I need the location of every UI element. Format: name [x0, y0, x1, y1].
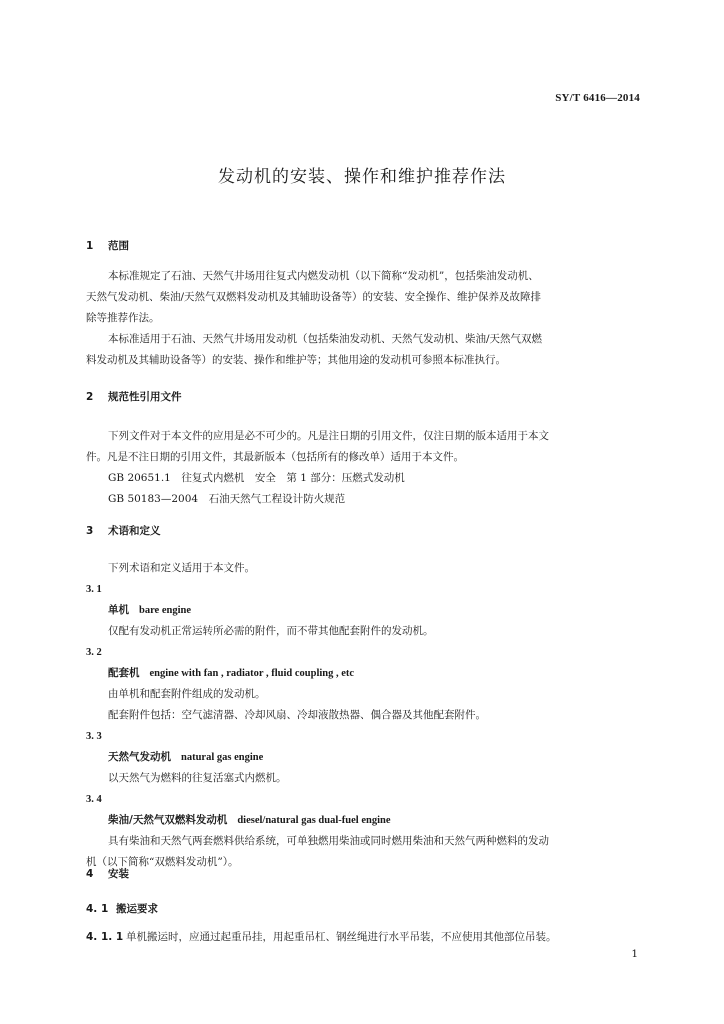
text-line: 下列文件对于本文件的应用是必不可少的。凡是注日期的引用文件，仅注日期的版本适用于本文 — [108, 430, 549, 442]
term-name-cn: 柴油/天然气双燃料发动机 — [108, 814, 228, 826]
document-title: 发动机的安装、操作和维护推荐作法 — [218, 167, 506, 187]
text-line: 件。凡是不注日期的引用文件，其最新版本（包括所有的修改单）适用于本文件。 — [86, 451, 464, 463]
term-definition: 仅配有发动机正常运转所必需的附件，而不带其他配套附件的发动机。 — [108, 625, 434, 637]
term-definition: 具有柴油和天然气两套燃料供给系统，可单独燃用柴油或同时燃用柴油和天然气两种燃料的发动 — [108, 835, 549, 847]
term-number: 3. 4 — [86, 794, 102, 805]
standard-code: SY/T 6416—2014 — [555, 92, 640, 104]
section-title: 术语和定义 — [108, 525, 161, 537]
clause-number: 4. 1. 1 — [86, 931, 124, 943]
section-1-paragraph-2 — [86, 329, 656, 371]
clause-text: 单机搬运时，应通过起重吊挂，用起重吊杠、钢丝绳进行水平吊装，不应使用其他部位吊装。 — [126, 931, 557, 943]
section-title: 安装 — [108, 868, 129, 880]
term-name — [86, 663, 656, 684]
term-name-en: bare engine — [139, 605, 192, 616]
section-1-paragraph-1 — [86, 266, 656, 329]
section-number: 4 — [86, 868, 94, 880]
text-line: 天然气发动机、柴油/天然气双燃料发动机及其辅助设备等）的安装、安全操作、维护保养及故障排 — [86, 291, 542, 303]
term-3-4 — [86, 789, 656, 873]
section-number: 1 — [86, 240, 94, 252]
term-name-en: diesel/natural gas dual-fuel engine — [237, 815, 391, 826]
section-title: 规范性引用文件 — [108, 391, 182, 403]
term-name-en: engine with fan , radiator , fluid coupling , etc — [149, 668, 355, 679]
term-name-cn: 配套机 — [108, 667, 140, 679]
term-name-cn: 单机 — [108, 604, 129, 616]
section-2-heading — [86, 387, 656, 408]
text-line: 料发动机及其辅助设备等）的安装、操作和维护等；其他用途的发动机可参照本标准执行。 — [86, 354, 506, 366]
clause-4-1-1 — [86, 927, 656, 948]
subsection-title: 搬运要求 — [116, 903, 158, 915]
normative-reference-list — [86, 468, 678, 510]
page-number: 1 — [631, 948, 638, 960]
term-name — [86, 810, 656, 831]
term-number: 3. 3 — [86, 731, 102, 742]
reference-item: GB 20651.1 往复式内燃机 安全 第 1 部分：压燃式发动机 — [108, 472, 405, 484]
section-4-heading — [86, 864, 656, 885]
section-1-heading — [86, 236, 656, 257]
text-line: 本标准规定了石油、天然气井场用往复式内燃发动机（以下简称“发动机”，包括柴油发动机、 — [108, 270, 539, 282]
term-definition: 由单机和配套附件组成的发动机。 — [108, 688, 266, 700]
section-number: 3 — [86, 525, 94, 537]
term-3-1 — [86, 579, 656, 642]
term-name — [86, 600, 656, 621]
subsection-4-1-heading — [86, 899, 656, 920]
subsection-number: 4. 1 — [86, 903, 109, 915]
term-number: 3. 2 — [86, 647, 102, 658]
term-definition: 配套附件包括：空气滤清器、冷却风扇、冷却液散热器、偶合器及其他配套附件。 — [108, 709, 486, 721]
term-number: 3. 1 — [86, 584, 102, 595]
reference-item: GB 50183—2004 石油天然气工程设计防火规范 — [108, 493, 346, 505]
term-3-2 — [86, 642, 656, 726]
section-2-paragraph — [86, 426, 656, 468]
term-definition: 以天然气为燃料的往复活塞式内燃机。 — [108, 772, 287, 784]
term-name-en: natural gas engine — [181, 752, 264, 763]
term-3-3 — [86, 726, 656, 789]
text-line: 除等推荐作法。 — [86, 312, 160, 324]
section-number: 2 — [86, 391, 94, 403]
section-3-intro: 下列术语和定义适用于本文件。 — [108, 562, 255, 574]
term-definition: 机（以下简称“双燃料发动机”）。 — [86, 856, 239, 868]
text-line: 本标准适用于石油、天然气井场用发动机（包括柴油发动机、天然气发动机、柴油/天然气双燃 — [108, 333, 543, 345]
term-name-cn: 天然气发动机 — [108, 751, 171, 763]
term-name — [86, 747, 656, 768]
section-3-heading — [86, 521, 656, 542]
section-title: 范围 — [108, 240, 129, 252]
